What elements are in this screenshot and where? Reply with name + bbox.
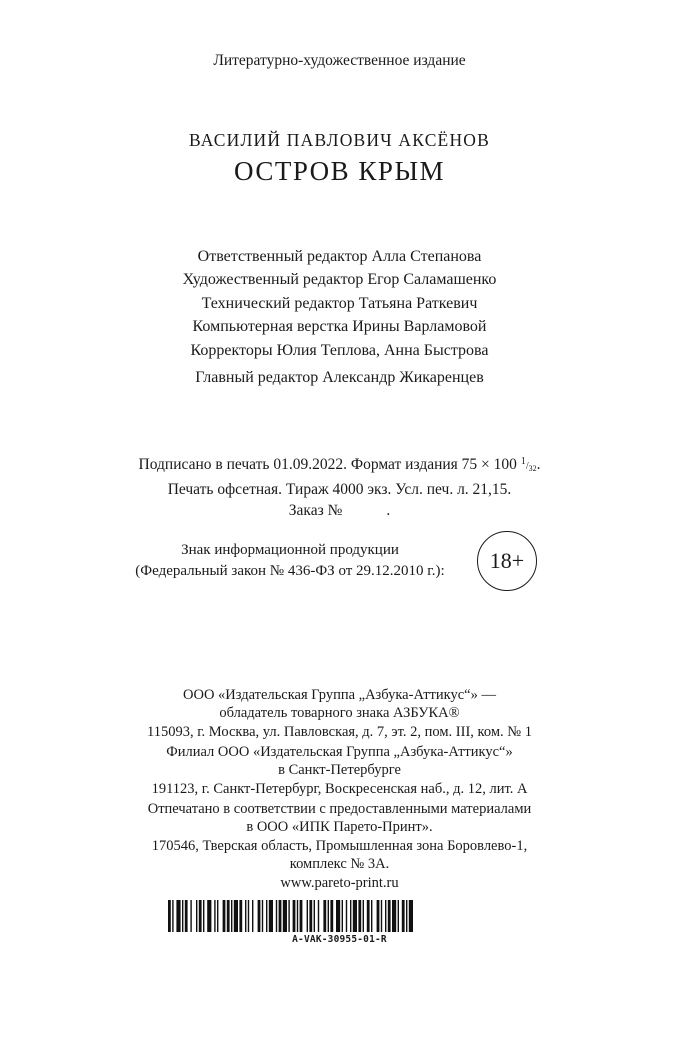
info-sign-label: Знак информационной продукции [181, 542, 399, 558]
barcode-bar [297, 900, 298, 932]
barcode-bar [409, 900, 413, 932]
info-product-sign [100, 540, 480, 582]
barcode-bar [223, 900, 226, 932]
age-rating-text: 18+ [489, 548, 525, 573]
barcode-bar [234, 900, 238, 932]
age-rating-badge [477, 531, 537, 591]
barcode-bar [168, 900, 171, 932]
branch-address: 191123, г. Санкт-Петербург, Воскресенская наб., д. 12, лит. А [151, 780, 528, 797]
barcode-bar [314, 900, 315, 932]
barcode-code: A-VAK-30955-01-R [292, 934, 387, 945]
publisher-main [0, 686, 679, 741]
print-info-line1 [0, 451, 679, 479]
barcode-bar [279, 900, 282, 932]
credit-art-editor: Художественный редактор Егор Саламашенко [182, 271, 497, 289]
barcode-bar [283, 900, 287, 932]
branch-city: в Санкт-Петербурге [278, 762, 401, 779]
printer-website: www.pareto-print.ru [280, 874, 399, 891]
barcode-bars [168, 900, 498, 932]
barcode-bar [293, 900, 296, 932]
barcode-bar [406, 900, 407, 932]
barcode-bar [381, 900, 382, 932]
barcode-bar [217, 900, 218, 932]
publisher-name: ООО «Издательская Группа „Азбука-Аттикус“» — [183, 687, 496, 703]
publisher-address: 115093, г. Москва, ул. Павловская, д. 7, эт. 2, пом. III, ком. № 1 [147, 723, 532, 740]
barcode-bar [300, 900, 303, 932]
printer-info [0, 800, 679, 892]
book-author: ВАСИЛИЙ ПАВЛОВИЧ АКСЁНОВ [189, 130, 490, 150]
publisher-branch [0, 743, 679, 798]
barcode-bar [358, 900, 361, 932]
barcode-bar [353, 900, 357, 932]
book-title: ОСТРОВ КРЫМ [233, 156, 445, 186]
barcode-bar [239, 900, 242, 932]
barcode-bar [388, 900, 391, 932]
barcode-bar [196, 900, 197, 932]
barcode-bar [371, 900, 372, 932]
barcode-bar [185, 900, 188, 932]
barcode-bar [227, 900, 230, 932]
print-info [0, 451, 679, 521]
barcode-bar [207, 900, 211, 932]
barcode-bar [367, 900, 370, 932]
barcode-bar [269, 900, 273, 932]
credit-responsible-editor: Ответственный редактор Алла Степанова [197, 248, 482, 265]
print-format-text: Подписано в печать 01.09.2022. Формат издания 75 × 100 [138, 456, 517, 473]
barcode-bar [330, 900, 333, 932]
barcode-bar [402, 900, 405, 932]
barcode-bar [199, 900, 202, 932]
printer-line1: Отпечатано в соответствии с предоставленными материалами [147, 801, 532, 817]
barcode-bar [252, 900, 253, 932]
barcode-bar [190, 900, 191, 932]
barcode-bar [350, 900, 351, 932]
barcode-bar [245, 900, 246, 932]
credit-layout: Компьютерная верстка Ирины Варламовой [192, 318, 487, 336]
barcode-bar [176, 900, 180, 932]
barcode-bar [385, 900, 386, 932]
barcode-bar [342, 900, 343, 932]
edition-type: Литературно-художественное издание [213, 52, 466, 69]
publisher-trademark: обладатель товарного знака АЗБУКА® [219, 705, 460, 722]
barcode-bar [276, 900, 277, 932]
barcode-bar [258, 900, 261, 932]
barcode-bar [336, 900, 340, 932]
info-sign-law: (Федеральный закон № 436-ФЗ от 29.12.2010 г.): [135, 563, 445, 579]
barcode-bar [231, 900, 232, 932]
printer-address-complex: комплекс № 3А. [289, 856, 390, 873]
barcode-bar [398, 900, 399, 932]
branch-name: Филиал ООО «Издательская Группа „Азбука-Аттикус“» [166, 744, 513, 760]
print-order-line [0, 500, 679, 521]
barcode-bar [377, 900, 380, 932]
barcode-bar [318, 900, 319, 932]
barcode-bar [248, 900, 249, 932]
barcode-bar [309, 900, 312, 932]
barcode-bar [288, 900, 289, 932]
barcode-bar [262, 900, 263, 932]
printer-line2: в ООО «ИПК Парето-Принт». [246, 819, 433, 836]
barcode-bar [172, 900, 173, 932]
barcode-bar [182, 900, 183, 932]
order-label: Заказ № [288, 502, 343, 519]
barcode-bar [328, 900, 329, 932]
format-numerator: 1 [520, 456, 526, 467]
credit-proofreaders: Корректоры Юлия Теплова, Анна Быстрова [190, 341, 489, 359]
barcode-bar [323, 900, 326, 932]
credit-technical-editor: Технический редактор Татьяна Раткевич [201, 294, 478, 312]
printer-address: 170546, Тверская область, Промышленная зона Боровлево-1, [151, 837, 528, 854]
credit-chief-editor: Главный редактор Александр Жикаренцев [195, 369, 484, 387]
barcode-bar [214, 900, 215, 932]
print-info-line2: Печать офсетная. Тираж 4000 экз. Усл. печ. л. 21,15. [167, 481, 512, 498]
barcode-bar [363, 900, 364, 932]
order-end: . [386, 502, 391, 519]
barcode-bar [266, 900, 267, 932]
credits-block [0, 245, 679, 389]
format-denominator: 32 [528, 464, 537, 473]
format-fraction: $^1/_{32}$ [520, 456, 537, 473]
barcode-bar [203, 900, 204, 932]
print-line1-end: . [536, 456, 541, 473]
barcode-bar [307, 900, 308, 932]
barcode-bar [346, 900, 347, 932]
barcode-bar [392, 900, 396, 932]
